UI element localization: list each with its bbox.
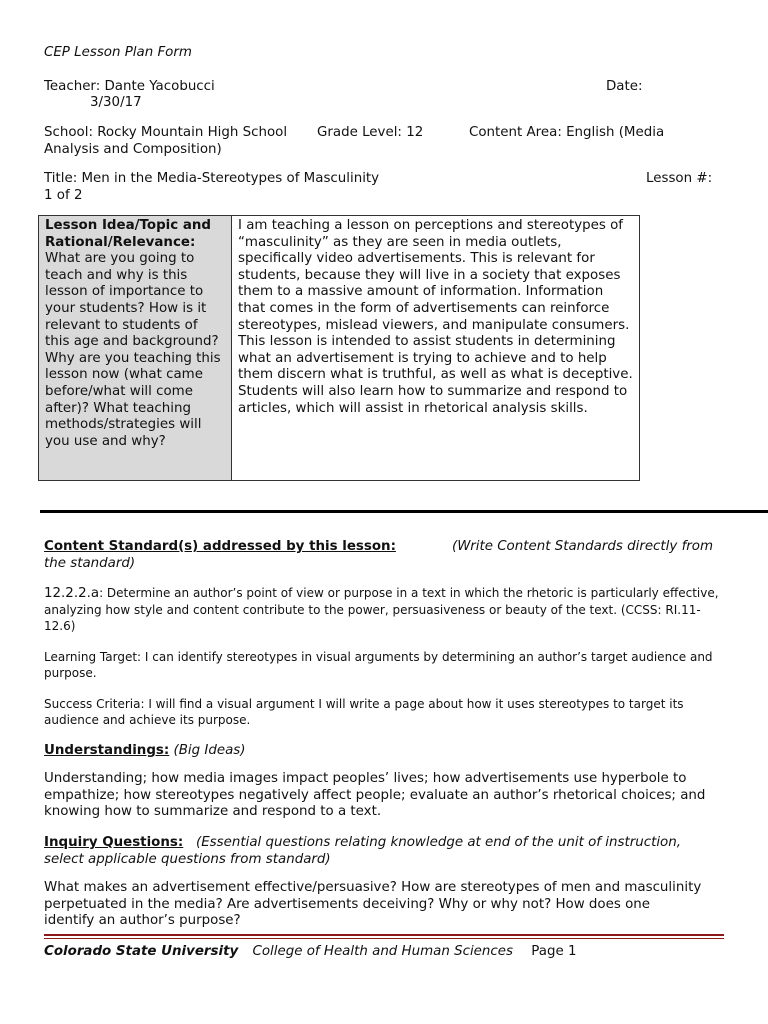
understandings-heading: Understandings: [44, 743, 170, 758]
lesson-idea-heading: Lesson Idea/Topic and Rational/Relevance: [45, 218, 212, 250]
footer-page-number: Page 1 [531, 944, 577, 959]
date-value: 3/30/17 [90, 95, 142, 110]
content-area-continued: Analysis and Composition) [44, 142, 222, 157]
content-standards-heading: Content Standard(s) addressed by this lesson: [44, 539, 396, 554]
content-standards-note: (Write Content Standards directly from [452, 539, 714, 554]
success-criteria: Success Criteria: I will find a visual argument I will write a page about how it uses stereotypes to target its audience and achieve its purpose. [44, 697, 684, 727]
lesson-idea-prompt: What are you going to teach and why is this lesson of importance to your students? How is it relevant to students of this age and background? Why are you teaching this lesson now (what came before/what will come after)? What teaching methods/strategies will you use and why? [45, 251, 221, 449]
school-field: School: Rocky Mountain High School [44, 125, 288, 140]
form-title: CEP Lesson Plan Form [44, 45, 192, 60]
learning-target: Learning Target: I can identify stereotypes in visual arguments by determining an author’s target audience and purpose. [44, 650, 713, 680]
lesson-number-value: 1 of 2 [44, 188, 83, 203]
inquiry-note: (Essential questions relating knowledge at end of the unit of instruction, [196, 835, 681, 850]
inquiry-header [44, 835, 744, 852]
understandings-body: Understanding; how media images impact peoples’ lives; how advertisements use hyperbole to empathize; how stereotypes negatively affect people; evaluate an author’s rhetorical choices; and knowing how to summarize and respond to a text. [44, 771, 706, 819]
content-standards-header [44, 539, 734, 556]
content-area-field: Content Area: English (Media [469, 125, 665, 140]
footer-rule-thin [44, 938, 724, 939]
lesson-idea-table [38, 215, 640, 481]
lesson-idea-response-cell [232, 216, 640, 481]
standard-text [44, 585, 724, 634]
footer [44, 944, 576, 961]
section-divider [40, 510, 768, 513]
footer-college: College of Health and Human Sciences [252, 944, 513, 959]
inquiry-body: What makes an advertisement effective/persuasive? How are stereotypes of men and masculinity perpetuated in the media? Are advertisements deceiving? Why or why not? How does one identify an author’s purpose? [44, 880, 702, 928]
understandings-note: (Big Ideas) [173, 743, 246, 758]
grade-level-field: Grade Level: 12 [317, 125, 424, 140]
inquiry-heading: Inquiry Questions: [44, 835, 184, 850]
lesson-idea-response: I am teaching a lesson on perceptions and stereotypes of “masculinity” as they are seen in media outlets, specifically video advertisements. This is relevant for students, because they will live in a society that exposes them to a massive amount of information. Information that comes in the form of advertisements can reinforce stereotypes, mislead viewers, and manipulate consumers. This lesson is intended to assist students in determining what an advertisement is trying to achieve and to help them discern what is truthful, as well as what is deceptive. Students will also learn how to summarize and respond to articles, which will assist in rhetorical analysis skills. [238, 218, 633, 416]
content-standards-note-continued: the standard) [44, 556, 136, 571]
standard-description: : Determine an author’s point of view or purpose in a text in which the rhetoric is particularly effective, analyzing how style and content contribute to the power, persuasiveness or beauty of the text. (CCSS: RI.11-12.6) [44, 586, 719, 633]
lesson-idea-prompt-cell [39, 216, 232, 481]
lesson-title: Title: Men in the Media-Stereotypes of Masculinity [44, 171, 380, 186]
teacher-field: Teacher: Dante Yacobucci [44, 79, 215, 94]
standard-code: 12.2.2.a [44, 586, 100, 601]
understandings-header [44, 743, 246, 760]
footer-university: Colorado State University [44, 944, 239, 959]
lesson-number-label: Lesson #: [646, 171, 713, 186]
date-label: Date: [606, 79, 643, 94]
footer-rule-thick [44, 934, 724, 936]
inquiry-note-continued: select applicable questions from standard) [44, 852, 331, 867]
